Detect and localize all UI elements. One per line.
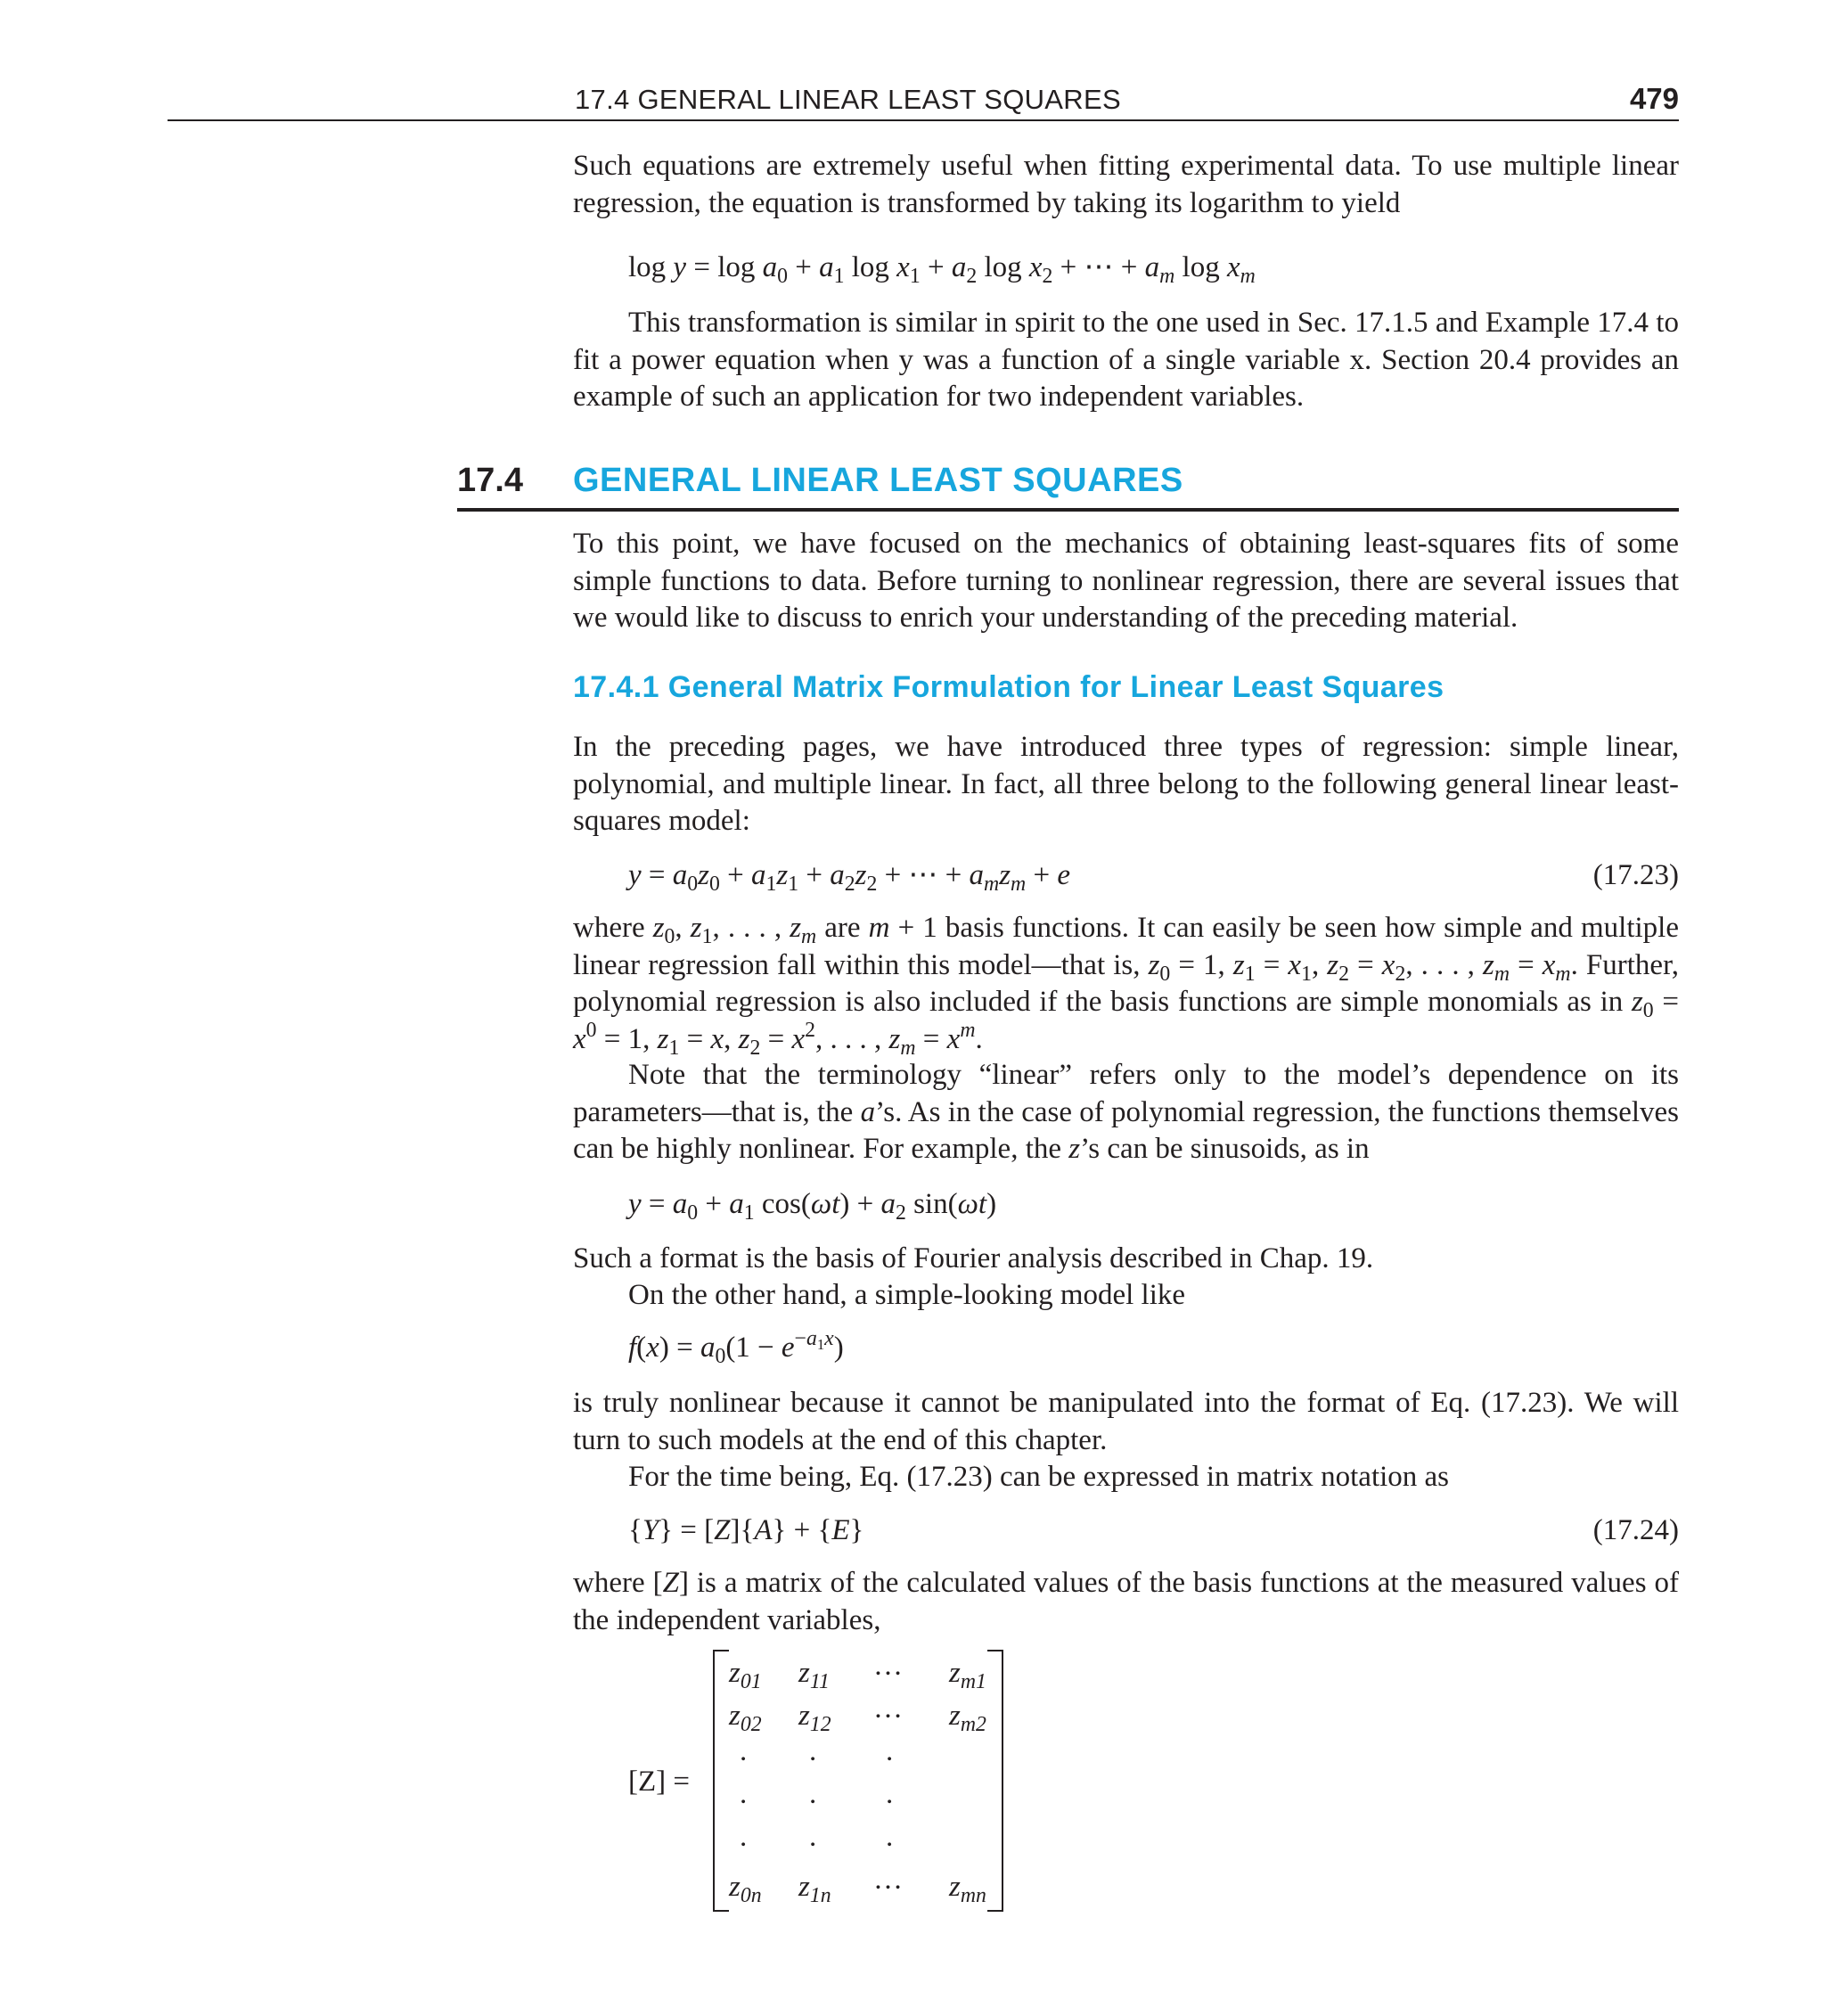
fourier-paragraph: Such a format is the basis of Fourier analysis described in Chap. 19.: [573, 1242, 1374, 1274]
matrix-cell: $z_{02}$: [729, 1700, 762, 1737]
subsection-paragraph-1: In the preceding pages, we have introduced three types of regression: simple linear, polynomial, and multiple linear. In fact, all three belong to the following general linear least-squares model:: [573, 731, 1679, 837]
basis-functions-paragraph: where $z_0$, $z_1$, . . . , $z_m$ are m + 1 basis functions. It can easily be seen how simple and multiple linear regression fall within this model—that is, $z_0 = 1$, $z_1 = x_1$, $z_2 = x_2$, . . . , $z_m = x_m$. Further, polynomial regression is also included if the basis functions are simple monomials as in $z_0 = x^0 = 1$, $z_1 = x$, $z_2 = x^2$, . . . , $z_m = x^m$.: [573, 912, 1679, 1060]
other-hand-paragraph: On the other hand, a simple-looking model like: [628, 1279, 1186, 1311]
matrix-cell: $z_{m2}$: [949, 1700, 986, 1737]
running-head: [168, 78, 1679, 121]
matrix-z-paragraph: where [Z] is a matrix of the calculated values of the basis functions at the measured values of the independent variables,: [573, 1567, 1680, 1636]
nonlinear-paragraph: is truly nonlinear because it cannot be manipulated into the format of Eq. (17.23). We will turn to such models at the end of this chapter.: [573, 1387, 1679, 1456]
equation-17-24: {Y} = [Z]{A} + {E} (17.24): [628, 1512, 1679, 1550]
matrix-z: [713, 1650, 1003, 1910]
equation-number-17-23: (17.23): [1592, 859, 1679, 891]
equation-sinusoid: $y = a_0 + a_1$ $\cos(\omega t) + a_2$ sin(ωt): [628, 1188, 997, 1225]
matrix-right-bracket: [987, 1650, 1003, 1912]
matrix-cell: $z_{1n}$: [798, 1871, 831, 1908]
subsection-heading: 17.4.1 General Matrix Formulation for Linear Least Squares: [573, 670, 1444, 704]
matrix-cell: $z_{01}$: [729, 1657, 762, 1694]
matrix-cell: $z_{12}$: [798, 1700, 831, 1737]
equation-17-23: $y = a_0z_0 + a_1z_1 + a_2z_2$ + ⋯ + $a_mz_m + e$ (17.23): [628, 859, 1679, 897]
matrix-dot: .: [809, 1778, 817, 1810]
matrix-cell: $z_{mn}$: [949, 1871, 986, 1908]
section-paragraph-1: To this point, we have focused on the mechanics of obtaining least-squares fits of some simple functions to data. Before turning to nonlinear regression, there are several issues that we would like to discuss to enrich your understanding of the preceding material.: [573, 528, 1679, 634]
matrix-dot: .: [886, 1821, 894, 1853]
matrix-ellipsis: …: [873, 1650, 903, 1682]
matrix-dot: .: [809, 1821, 817, 1853]
matrix-dot: .: [809, 1735, 817, 1767]
matrix-ellipsis: …: [873, 1864, 903, 1896]
matrix-z-label: [Z] =: [628, 1766, 690, 1798]
matrix-ellipsis: …: [873, 1692, 903, 1725]
page-number: 479: [1629, 82, 1679, 115]
matrix-dot: .: [740, 1735, 748, 1767]
intro-paragraph-2: This transformation is similar in spirit to the one used in Sec. 17.1.5 and Example 17.4 to fit a power equation when y was a function of a single variable x. Section 20.4 provides an example of such an application for two independent variables.: [573, 307, 1679, 413]
linear-terminology-paragraph: Note that the terminology “linear” refers only to the model’s dependence on its parameters—that is, the a’s. As in the case of polynomial regression, the functions themselves can be highly nonlinear. For example, the z’s can be sinusoids, as in: [573, 1059, 1680, 1165]
matrix-dot: .: [886, 1735, 894, 1767]
matrix-dot: .: [740, 1778, 748, 1810]
section-title: GENERAL LINEAR LEAST SQUARES: [573, 462, 1183, 499]
intro-paragraph-1: Such equations are extremely useful when fitting experimental data. To use multiple linear regression, the equation is transformed by taking its logarithm to yield: [573, 150, 1679, 219]
equation-number-17-24: (17.24): [1592, 1514, 1679, 1546]
matrix-cell: $z_{11}$: [798, 1657, 830, 1694]
matrix-dot: .: [886, 1778, 894, 1810]
matrix-notation-paragraph: For the time being, Eq. (17.23) can be expressed in matrix notation as: [628, 1461, 1450, 1493]
matrix-cell: $z_{0n}$: [729, 1871, 762, 1908]
equation-log-transform: $\log y = \log a_0 + a_1$ $\log x_1 + a_2$ $\log x_2$ + ⋯ + $a_m$ $\log x_m$: [628, 251, 1256, 289]
section-heading: [457, 456, 1679, 512]
matrix-cell: $z_{m1}$: [949, 1657, 986, 1694]
equation-nonlinear-model: $f(x) = a_0(1 - e^{-a_1x})$: [628, 1326, 844, 1369]
running-head-title: 17.4 GENERAL LINEAR LEAST SQUARES: [575, 84, 1121, 115]
section-number: 17.4: [457, 462, 523, 499]
matrix-dot: .: [740, 1821, 748, 1853]
matrix-left-bracket: [713, 1650, 729, 1912]
